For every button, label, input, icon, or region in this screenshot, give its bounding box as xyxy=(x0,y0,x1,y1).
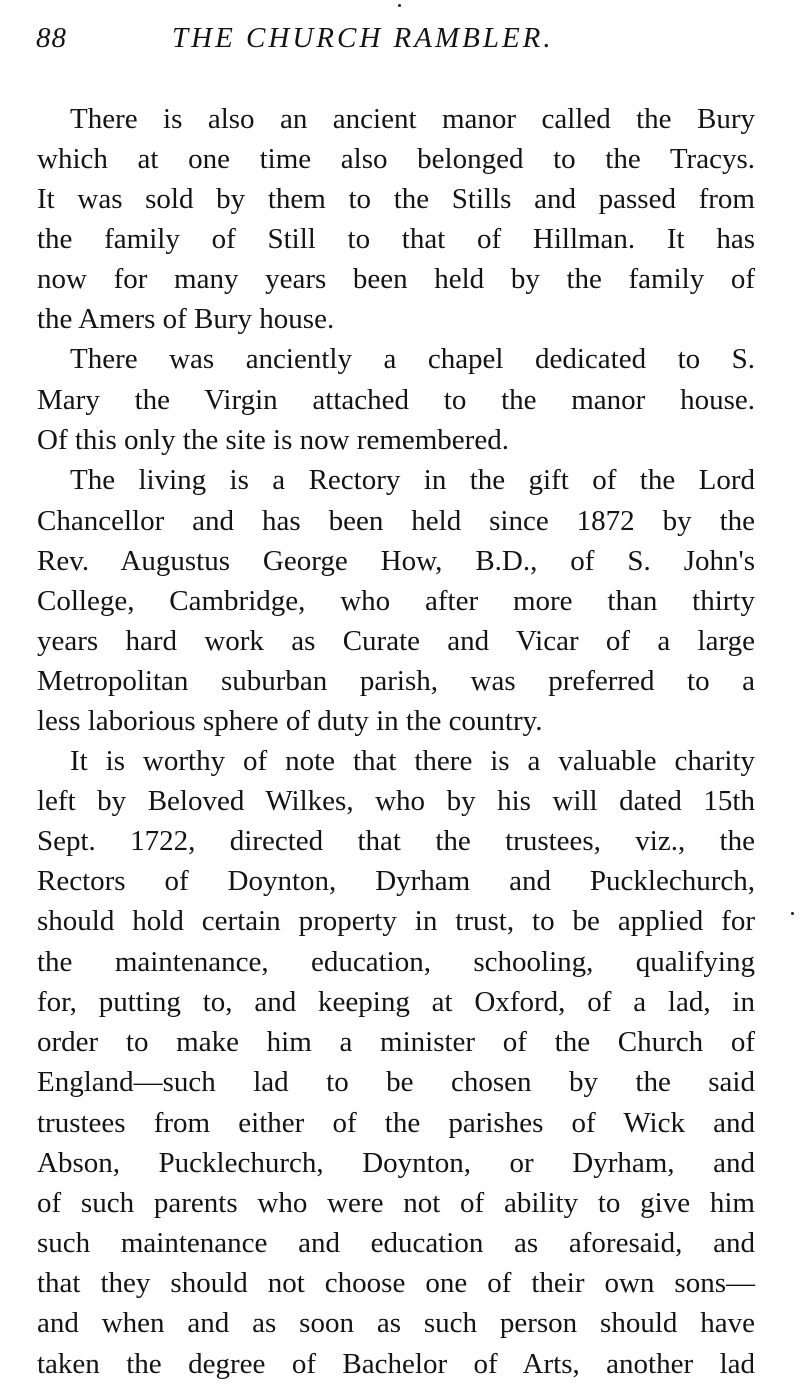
text-line: Abson, Pucklechurch, Doynton, or Dyrham, and xyxy=(37,1147,755,1179)
text-line: Chancellor and has been held since 1872 by the xyxy=(37,505,755,537)
running-title: THE CHURCH RAMBLER. xyxy=(172,22,554,54)
text-line: now for many years been held by the family of xyxy=(37,263,755,295)
text-line: taken the degree of Bachelor of Arts, another lad xyxy=(37,1348,755,1380)
text-line: Rectors of Doynton, Dyrham and Pucklechurch, xyxy=(37,865,755,897)
text-line: Metropolitan suburban parish, was preferred to a xyxy=(37,665,755,697)
text-line: such maintenance and education as aforesaid, and xyxy=(37,1227,755,1259)
text-line: should hold certain property in trust, to be applied for xyxy=(37,905,755,937)
text-line: that they should not choose one of their own sons— xyxy=(37,1267,755,1299)
text-line: and when and as soon as such person should have xyxy=(37,1307,755,1339)
text-line: the Amers of Bury house. xyxy=(37,303,335,335)
text-line: Mary the Virgin attached to the manor house. xyxy=(37,384,755,416)
page-number: 88 xyxy=(36,22,67,54)
text-line: trustees from either of the parishes of Wick and xyxy=(37,1107,755,1139)
text-line: for, putting to, and keeping at Oxford, of a lad, in xyxy=(37,986,755,1018)
text-line: It is worthy of note that there is a valuable charity xyxy=(70,745,755,777)
text-line: left by Beloved Wilkes, who by his will dated 15th xyxy=(37,785,755,817)
scan-speck xyxy=(791,912,794,915)
text-line: There is also an ancient manor called the Bury xyxy=(70,103,755,135)
text-line: It was sold by them to the Stills and passed from xyxy=(37,183,755,215)
text-line: England—such lad to be chosen by the said xyxy=(37,1066,755,1098)
text-line: of such parents who were not of ability to give him xyxy=(37,1187,755,1219)
running-head xyxy=(36,22,756,62)
text-line: which at one time also belonged to the Tracys. xyxy=(37,143,755,175)
scan-speck xyxy=(398,4,401,7)
text-line: less laborious sphere of duty in the country. xyxy=(37,705,543,737)
text-line: Of this only the site is now remembered. xyxy=(37,424,509,456)
text-line: the maintenance, education, schooling, qualifying xyxy=(37,946,755,978)
text-line: College, Cambridge, who after more than thirty xyxy=(37,585,755,617)
text-line: There was anciently a chapel dedicated to S. xyxy=(70,343,755,375)
text-line: order to make him a minister of the Church of xyxy=(37,1026,755,1058)
text-line: The living is a Rectory in the gift of the Lord xyxy=(70,464,755,496)
text-line: the family of Still to that of Hillman. It has xyxy=(37,223,755,255)
text-line: years hard work as Curate and Vicar of a large xyxy=(37,625,755,657)
text-line: Rev. Augustus George How, B.D., of S. John's xyxy=(37,545,755,577)
text-line: Sept. 1722, directed that the trustees, viz., the xyxy=(37,825,755,857)
